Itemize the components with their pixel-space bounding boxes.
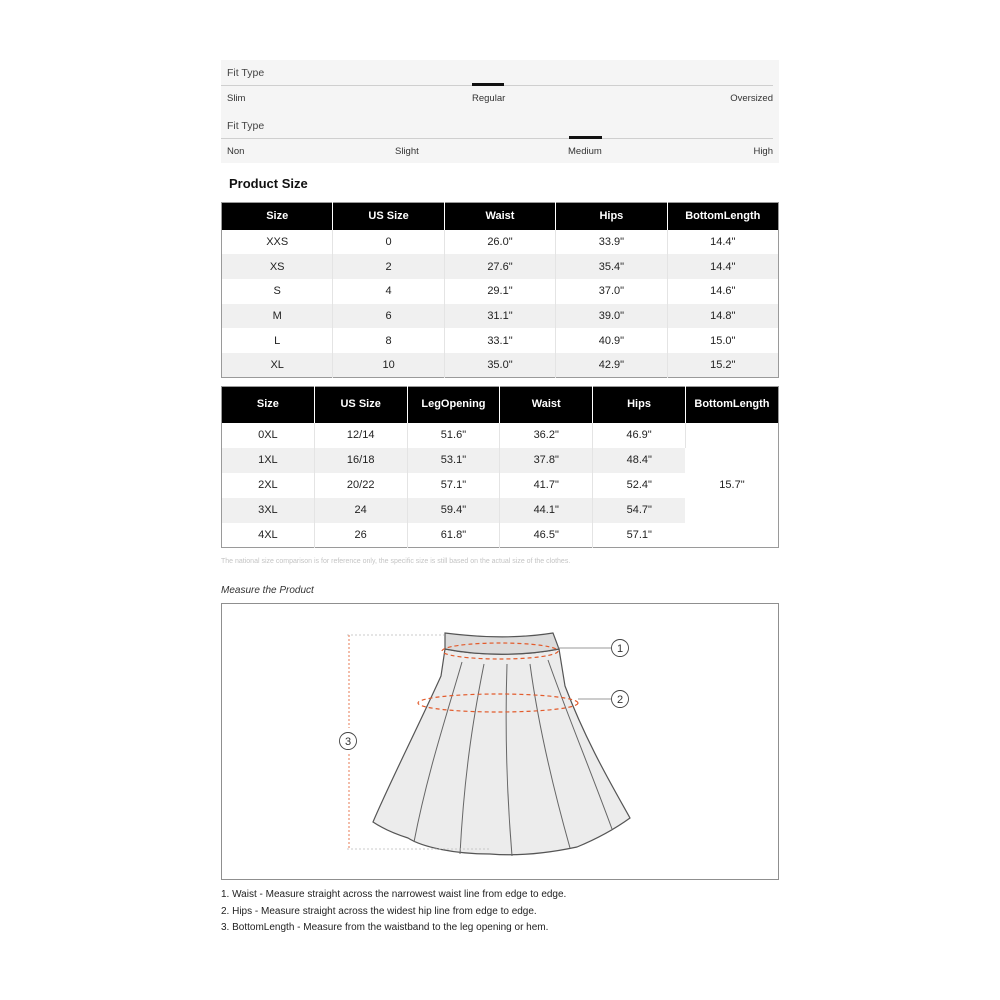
fit-option-non: Non [227, 146, 245, 157]
cell: 48.4" [593, 448, 686, 473]
cell: 57.1" [626, 528, 652, 541]
table-row [222, 279, 779, 304]
cell: 36.2" [500, 423, 593, 448]
measure-title: Measure the Product [221, 585, 314, 596]
column-header: US Size [314, 387, 407, 423]
cell: 12/14 [314, 423, 407, 448]
cell: 2 [333, 254, 444, 279]
cell: 6 [333, 304, 444, 329]
fit-type-slider-2 [221, 113, 779, 163]
marker-2-label: 2 [616, 694, 624, 706]
column-header: Hips [593, 387, 686, 423]
skirt-body [373, 649, 630, 855]
skirt-diagram [222, 604, 778, 879]
cell-bottom-length-merged: 15.7" [685, 423, 778, 548]
table-header-row [222, 387, 779, 423]
cell: 53.1" [407, 448, 500, 473]
cell: 26 [314, 523, 407, 548]
column-header: US Size [333, 203, 444, 230]
cell: 15.2" [667, 353, 778, 378]
cell: 3XL [222, 498, 315, 523]
cell: 20/22 [314, 473, 407, 498]
cell: M [222, 304, 333, 329]
table-row [222, 230, 779, 255]
legend-bottom-length: 3. BottomLength - Measure from the waistband to the leg opening or hem. [221, 922, 549, 933]
fit-option-high: High [753, 146, 773, 157]
cell: S [222, 279, 333, 304]
cell: 46.5" [500, 523, 593, 548]
cell: 41.7" [500, 473, 593, 498]
table-row [222, 423, 779, 448]
marker-3-label: 3 [344, 736, 352, 748]
fit-type-title: Fit Type [227, 67, 265, 79]
cell: 2XL [222, 473, 315, 498]
column-header: Hips [556, 203, 667, 230]
cell: XXS [222, 230, 333, 255]
size-table-regular [221, 202, 779, 378]
cell: 40.9" [556, 328, 667, 353]
marker-1-label: 1 [616, 643, 624, 655]
measurement-diagram [221, 603, 779, 880]
cell: 35.0" [444, 353, 555, 378]
cell: 8 [333, 328, 444, 353]
fit-option-oversized: Oversized [730, 93, 773, 104]
cell: XS [222, 254, 333, 279]
cell: L [222, 328, 333, 353]
table-row [222, 353, 779, 378]
cell: 29.1" [444, 279, 555, 304]
cell: 14.4" [667, 254, 778, 279]
cell: 31.1" [444, 304, 555, 329]
cell: 44.1" [500, 498, 593, 523]
cell: 35.4" [556, 254, 667, 279]
column-header: Size [222, 203, 333, 230]
cell: 33.9" [556, 230, 667, 255]
fit-type-slider-1 [221, 60, 779, 110]
cell: 54.7" [593, 498, 686, 523]
fit-type-title: Fit Type [227, 120, 265, 132]
cell: 26.0" [444, 230, 555, 255]
fit-type-panel [221, 60, 779, 163]
cell: 14.8" [667, 304, 778, 329]
cell: 52.4" [626, 479, 652, 491]
table-row [222, 254, 779, 279]
cell: 15.0" [710, 334, 736, 347]
legend-hips: 2. Hips - Measure straight across the widest hip line from edge to edge. [221, 906, 537, 917]
table-row [222, 328, 779, 353]
cell: 42.9" [556, 353, 667, 378]
cell: 4 [333, 279, 444, 304]
fit-option-regular: Regular [472, 93, 506, 104]
legend-waist: 1. Waist - Measure straight across the narrowest waist line from edge to edge. [221, 889, 567, 900]
fit-option-slim: Slim [227, 93, 246, 104]
cell: 51.6" [407, 423, 500, 448]
cell: 37.0" [556, 279, 667, 304]
column-header: Size [222, 387, 315, 423]
cell: 14.4" [710, 235, 736, 248]
fit-option-slight: Slight [395, 146, 419, 157]
column-header: Waist [444, 203, 555, 230]
cell: 61.8" [407, 523, 500, 548]
cell: 0 [333, 230, 444, 255]
cell: 14.6" [710, 285, 736, 298]
cell: 37.8" [500, 448, 593, 473]
cell: 0XL [222, 423, 315, 448]
cell: 10 [333, 353, 444, 378]
cell: 27.6" [444, 254, 555, 279]
cell: 33.1" [444, 328, 555, 353]
size-table-plus [221, 386, 779, 548]
waistband [445, 633, 559, 654]
cell: 16/18 [314, 448, 407, 473]
fit-option-medium: Medium [568, 146, 602, 157]
cell: 39.0" [556, 304, 667, 329]
column-header: Waist [500, 387, 593, 423]
cell: 4XL [222, 523, 315, 548]
cell: 57.1" [407, 473, 500, 498]
cell: 46.9" [593, 423, 686, 448]
table-row [222, 304, 779, 329]
cell: 1XL [222, 448, 315, 473]
cell: 59.4" [407, 498, 500, 523]
column-header: LegOpening [407, 387, 500, 423]
fit-type-selected-marker [569, 136, 602, 139]
table-header-row [222, 203, 779, 230]
cell: XL [222, 353, 333, 378]
fit-type-track [221, 138, 773, 139]
column-header: BottomLength [667, 203, 778, 230]
size-reference-note: The national size comparison is for reference only, the specific size is still based on the actual size of the clothes. [221, 558, 571, 565]
fit-type-selected-marker [472, 83, 504, 86]
column-header: BottomLength [685, 387, 778, 423]
product-size-title: Product Size [229, 176, 308, 191]
cell: 24 [314, 498, 407, 523]
